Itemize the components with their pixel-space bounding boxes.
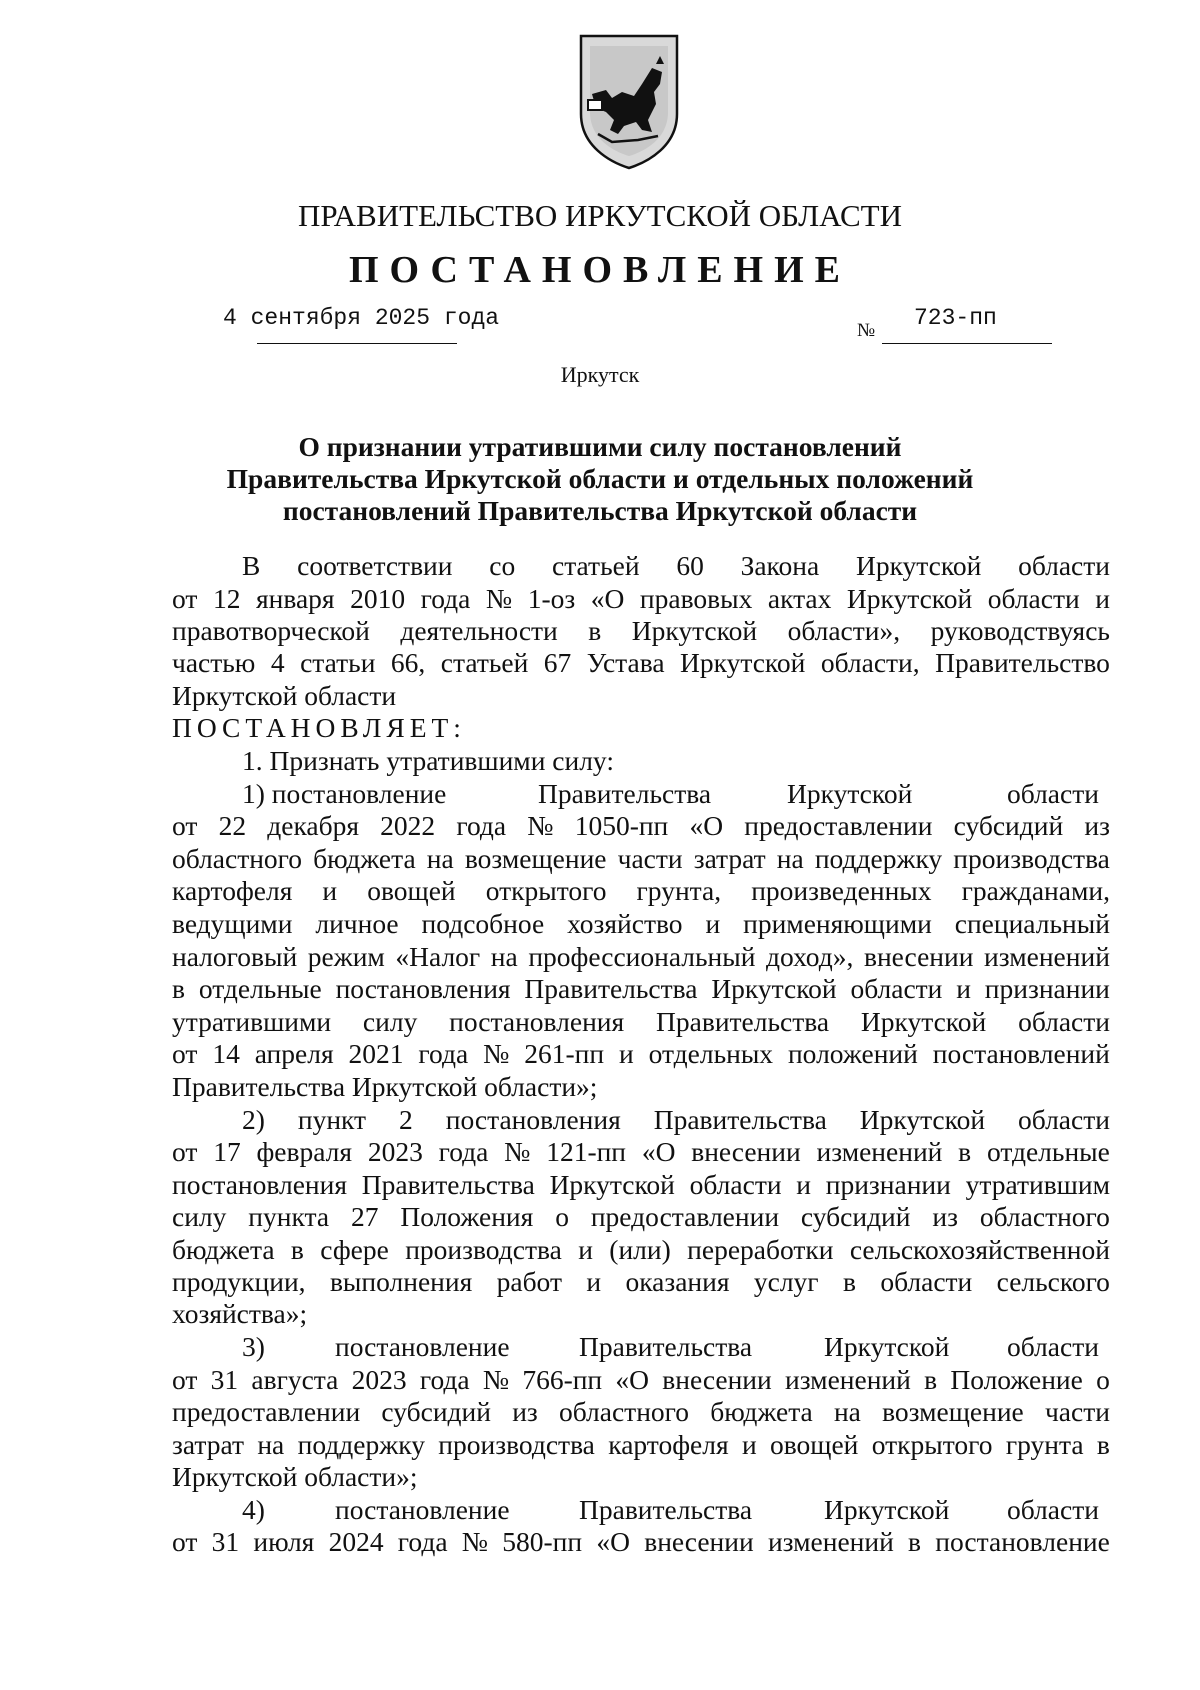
word: предоставлении <box>590 1201 780 1232</box>
word: Иркутской <box>824 1331 950 1362</box>
word: июля <box>253 1526 315 1557</box>
word: Правительства <box>579 1494 753 1525</box>
word: Иркутской <box>787 778 913 809</box>
word: на <box>490 941 518 972</box>
word: № <box>483 1038 510 1069</box>
word: Положения <box>400 1201 534 1232</box>
word: Правительство <box>935 647 1110 678</box>
word: Иркутской <box>824 1494 950 1525</box>
subitem-1-line <box>172 941 1110 973</box>
word: 4 <box>270 647 285 678</box>
word: 60 <box>676 550 704 581</box>
word: возмещение <box>882 1396 1024 1427</box>
word: Правительства <box>653 1104 827 1135</box>
number-underline <box>882 343 1052 344</box>
word: производства <box>438 1429 595 1460</box>
word: овощей <box>770 1429 859 1460</box>
word: № <box>485 583 513 614</box>
word: «О <box>641 1136 676 1167</box>
word: Закона <box>740 550 820 581</box>
word: областного <box>979 1201 1110 1232</box>
date-underline <box>257 343 457 344</box>
word: поддержку <box>814 843 943 874</box>
preamble-line <box>172 615 1110 647</box>
word: силу <box>362 1006 418 1037</box>
word: Правительства <box>579 1331 753 1362</box>
word: частью <box>172 647 256 678</box>
word: внесении <box>662 1364 772 1395</box>
word: области <box>1018 1006 1110 1037</box>
word: 261-пп <box>524 1038 605 1069</box>
word: открытого <box>485 875 607 906</box>
subitem-1-line <box>172 843 1110 875</box>
word: постановление <box>335 1494 510 1525</box>
word: на <box>776 843 804 874</box>
word: положений <box>787 1038 918 1069</box>
subitem-1-line <box>172 1006 1110 1038</box>
word: соответствии <box>297 550 453 581</box>
word: применяющими <box>743 908 932 939</box>
word: бюджета <box>172 1234 275 1265</box>
word: изменений <box>984 941 1110 972</box>
word: года <box>419 1364 470 1395</box>
word: и <box>618 1038 634 1069</box>
word: № <box>527 810 554 841</box>
word: Правительства <box>361 1169 535 1200</box>
word: 67 <box>543 647 572 678</box>
word: хозяйство <box>567 908 683 939</box>
word: 2 <box>399 1104 413 1135</box>
word: сельскохозяйственной <box>849 1234 1110 1265</box>
word: области <box>1007 1494 1099 1525</box>
coat-of-arms-emblem <box>578 34 680 170</box>
word: предоставлении <box>172 1396 361 1427</box>
word: от <box>172 1136 198 1167</box>
word: 2024 <box>328 1526 384 1557</box>
word: переработки <box>687 1234 834 1265</box>
word: отдельные <box>986 1136 1110 1167</box>
subitem-2-line <box>172 1234 1110 1266</box>
word: на <box>426 843 454 874</box>
word: и <box>1095 583 1110 614</box>
word: 1) постановление <box>242 778 447 809</box>
subitem-1-line <box>172 908 1110 940</box>
preamble-line <box>172 583 1110 615</box>
word: и <box>586 1266 602 1297</box>
word: Иркутской <box>631 615 758 646</box>
subitem-3-line <box>172 1429 1110 1461</box>
word: областного <box>172 843 303 874</box>
word: постановления <box>445 1104 621 1135</box>
word: 1050-пп <box>574 810 669 841</box>
word: части <box>1044 1396 1110 1427</box>
word: производства <box>953 843 1110 874</box>
word: от <box>172 1364 198 1395</box>
subitem-3-line <box>242 1331 1110 1363</box>
word: и <box>796 1169 812 1200</box>
word: января <box>255 583 335 614</box>
word: в <box>1096 1429 1110 1460</box>
word: и <box>322 875 338 906</box>
word: предоставлении <box>744 810 933 841</box>
number-sign: № <box>857 320 876 341</box>
word: и <box>705 908 721 939</box>
word: возмещение <box>464 843 607 874</box>
word: в <box>924 1364 938 1395</box>
word: работ <box>496 1266 562 1297</box>
word: от <box>172 583 198 614</box>
item-1: 1. Признать утратившими силу: <box>242 745 614 776</box>
word: № <box>461 1526 489 1557</box>
word: утратившим <box>965 1169 1110 1200</box>
word: бюджета <box>710 1396 813 1427</box>
organization-title: ПРАВИТЕЛЬСТВО ИРКУТСКОЙ ОБЛАСТИ <box>297 198 902 233</box>
word: и <box>956 973 971 1004</box>
subitem-2-line <box>172 1136 1110 1168</box>
word: картофеля <box>608 1429 729 1460</box>
word: на <box>833 1396 861 1427</box>
word: области <box>1018 1104 1110 1135</box>
document-city: Иркутск <box>560 362 640 387</box>
word: руководствуясь <box>930 615 1110 646</box>
word: области <box>850 973 943 1004</box>
word: 31 <box>210 1364 239 1395</box>
word: 580-пп <box>502 1526 583 1557</box>
word: грунта <box>1005 1429 1084 1460</box>
document-heading-line: Правительства Иркутской области и отдельных положений <box>226 463 974 494</box>
word: В <box>242 550 261 581</box>
subitem-1-line <box>242 778 1110 810</box>
word: 2023 <box>351 1364 407 1395</box>
word: специальный <box>954 908 1110 939</box>
word: области <box>1007 1331 1099 1362</box>
word: Иркутской <box>549 1169 675 1200</box>
word: в <box>842 1266 856 1297</box>
word: и <box>741 1429 757 1460</box>
word: статьи <box>300 647 376 678</box>
word: сельского <box>996 1266 1110 1297</box>
word: области <box>1007 778 1099 809</box>
word: 2022 <box>380 810 436 841</box>
word: и <box>578 1234 593 1265</box>
word: пункт <box>297 1104 367 1135</box>
word: бюджета <box>313 843 416 874</box>
subitem-4-line <box>172 1526 1110 1558</box>
word: налоговый <box>172 941 298 972</box>
document-heading-line: О признании утратившими силу постановлений <box>298 431 902 462</box>
word: 22 <box>218 810 247 841</box>
word: «О <box>596 1526 630 1557</box>
word: личное <box>315 908 399 939</box>
word: о <box>555 1201 569 1232</box>
word: Правительства <box>524 973 698 1004</box>
word: постановления <box>172 1169 348 1200</box>
word: изменений <box>816 1136 943 1167</box>
word: на <box>257 1429 285 1460</box>
word: 1-оз <box>527 583 576 614</box>
word: утратившими <box>172 1006 332 1037</box>
subitem-2-line <box>172 1201 1110 1233</box>
subitem-1-line <box>172 810 1110 842</box>
word: Иркутской <box>680 647 806 678</box>
subitem-4-line <box>242 1494 1110 1526</box>
word: августа <box>251 1364 339 1395</box>
word: пункта <box>248 1201 330 1232</box>
word: 31 <box>211 1526 240 1557</box>
word: «О <box>590 583 625 614</box>
word: отдельные <box>198 973 322 1004</box>
word: 2023 <box>367 1136 423 1167</box>
word: 766-пп <box>522 1364 603 1395</box>
word: области, <box>820 647 920 678</box>
word: Иркутской <box>711 973 837 1004</box>
word: постановление <box>335 1331 510 1362</box>
word: гражданами, <box>961 875 1110 906</box>
subitem-1-line: Правительства Иркутской области»; <box>172 1071 598 1102</box>
word: актах <box>767 583 832 614</box>
word: поддержку <box>297 1429 425 1460</box>
word: оказания <box>625 1266 730 1297</box>
word: от <box>172 810 198 841</box>
word: 4) <box>242 1494 265 1525</box>
word: со <box>489 550 516 581</box>
word: Иркутской <box>860 1006 987 1037</box>
word: Иркутской <box>859 1104 986 1135</box>
document-type: ПОСТАНОВЛЕНИЕ <box>348 249 852 291</box>
word: 17 <box>213 1136 241 1167</box>
word: постановления <box>335 973 511 1004</box>
word: открытого <box>871 1429 993 1460</box>
word: из <box>1084 810 1110 841</box>
subitem-3-line: Иркутской области»; <box>172 1461 418 1492</box>
word: грунта, <box>636 875 722 906</box>
word: области», <box>787 615 901 646</box>
word: изменений <box>784 1364 911 1395</box>
word: Иркутской <box>855 550 982 581</box>
word: изменений <box>767 1526 894 1557</box>
document-number: 723-пп <box>914 305 997 331</box>
word: в <box>958 1136 972 1167</box>
subitem-1-line <box>172 1038 1110 1070</box>
word: 14 <box>212 1038 240 1069</box>
document-heading-line: постановлений Правительства Иркутской области <box>282 495 918 526</box>
word: года <box>438 1136 489 1167</box>
word: правотворческой <box>172 615 370 646</box>
word: внесении <box>644 1526 754 1557</box>
word: области <box>1018 550 1110 581</box>
word: внесении <box>863 941 974 972</box>
resolves-heading: ПОСТАНОВЛЯЕТ: <box>172 712 466 743</box>
word: внесении <box>691 1136 801 1167</box>
word: области <box>987 583 1080 614</box>
word: Положение <box>950 1364 1083 1395</box>
word: года <box>418 1038 469 1069</box>
word: режим <box>307 941 385 972</box>
word: деятельности <box>400 615 558 646</box>
word: 66, <box>390 647 426 678</box>
word: Правительства <box>656 1006 830 1037</box>
word: отдельных <box>648 1038 774 1069</box>
word: части <box>617 843 683 874</box>
word: постановление <box>935 1526 1110 1557</box>
word: овощей <box>367 875 456 906</box>
word: правовых <box>639 583 753 614</box>
word: года <box>397 1526 448 1557</box>
word: года <box>420 583 471 614</box>
word: от <box>172 1526 198 1557</box>
document-date: 4 сентября 2025 года <box>223 305 500 331</box>
word: в <box>908 1526 922 1557</box>
subitem-1-line <box>172 875 1110 907</box>
word: (или) <box>609 1234 671 1265</box>
word: Устава <box>586 647 665 678</box>
word: субсидий <box>953 810 1064 841</box>
word: выполнения <box>329 1266 473 1297</box>
subitem-1-line <box>172 973 1110 1005</box>
word: «О <box>615 1364 650 1395</box>
word: ведущими <box>172 908 293 939</box>
subitem-2-line <box>172 1169 1110 1201</box>
word: 3) <box>242 1331 265 1362</box>
word: произведенных <box>751 875 932 906</box>
word: постановления <box>449 1006 625 1037</box>
word: 2) <box>242 1104 265 1135</box>
word: из <box>512 1396 538 1427</box>
word: «Налог <box>395 941 481 972</box>
word: «О <box>689 810 724 841</box>
subitem-2-line: хозяйства»; <box>172 1298 308 1329</box>
word: в <box>290 1234 304 1265</box>
word: области <box>689 1169 782 1200</box>
word: сфере <box>320 1234 389 1265</box>
word: производства <box>405 1234 562 1265</box>
word: картофеля <box>172 875 293 906</box>
word: Иркутской <box>846 583 973 614</box>
word: в <box>588 615 602 646</box>
word: затрат <box>172 1429 244 1460</box>
word: от <box>172 1038 198 1069</box>
word: № <box>504 1136 531 1167</box>
word: 12 <box>212 583 241 614</box>
preamble-line <box>172 647 1110 679</box>
word: постановлений <box>932 1038 1110 1069</box>
word: признании <box>825 1169 951 1200</box>
preamble-line: Иркутской области <box>172 680 397 711</box>
word: признании <box>984 973 1110 1004</box>
word: № <box>482 1364 510 1395</box>
word: субсидий <box>800 1201 911 1232</box>
word: о <box>1096 1364 1110 1395</box>
word: субсидий <box>381 1396 491 1427</box>
word: декабря <box>267 810 359 841</box>
word: затрат <box>693 843 766 874</box>
subitem-2-line <box>172 1266 1110 1298</box>
word: в <box>172 973 185 1004</box>
word: услуг <box>753 1266 819 1297</box>
word: апреля <box>254 1038 334 1069</box>
word: Правительства <box>538 778 712 809</box>
subitem-3-line <box>172 1364 1110 1396</box>
word: статьей <box>440 647 529 678</box>
word: из <box>932 1201 958 1232</box>
word: подсобное <box>421 908 545 939</box>
word: силу <box>172 1201 227 1232</box>
word: года <box>456 810 507 841</box>
subitem-3-line <box>172 1396 1110 1428</box>
word: статьей <box>552 550 640 581</box>
word: 2021 <box>348 1038 404 1069</box>
subitem-2-line <box>242 1104 1110 1136</box>
word: продукции, <box>172 1266 306 1297</box>
word: февраля <box>256 1136 353 1167</box>
word: доход», <box>766 941 854 972</box>
word: профессиональный <box>528 941 756 972</box>
word: 27 <box>350 1201 379 1232</box>
word: области <box>880 1266 973 1297</box>
word: 121-пп <box>546 1136 627 1167</box>
word: 2010 <box>350 583 406 614</box>
preamble-line <box>242 550 1110 582</box>
word: областного <box>558 1396 690 1427</box>
